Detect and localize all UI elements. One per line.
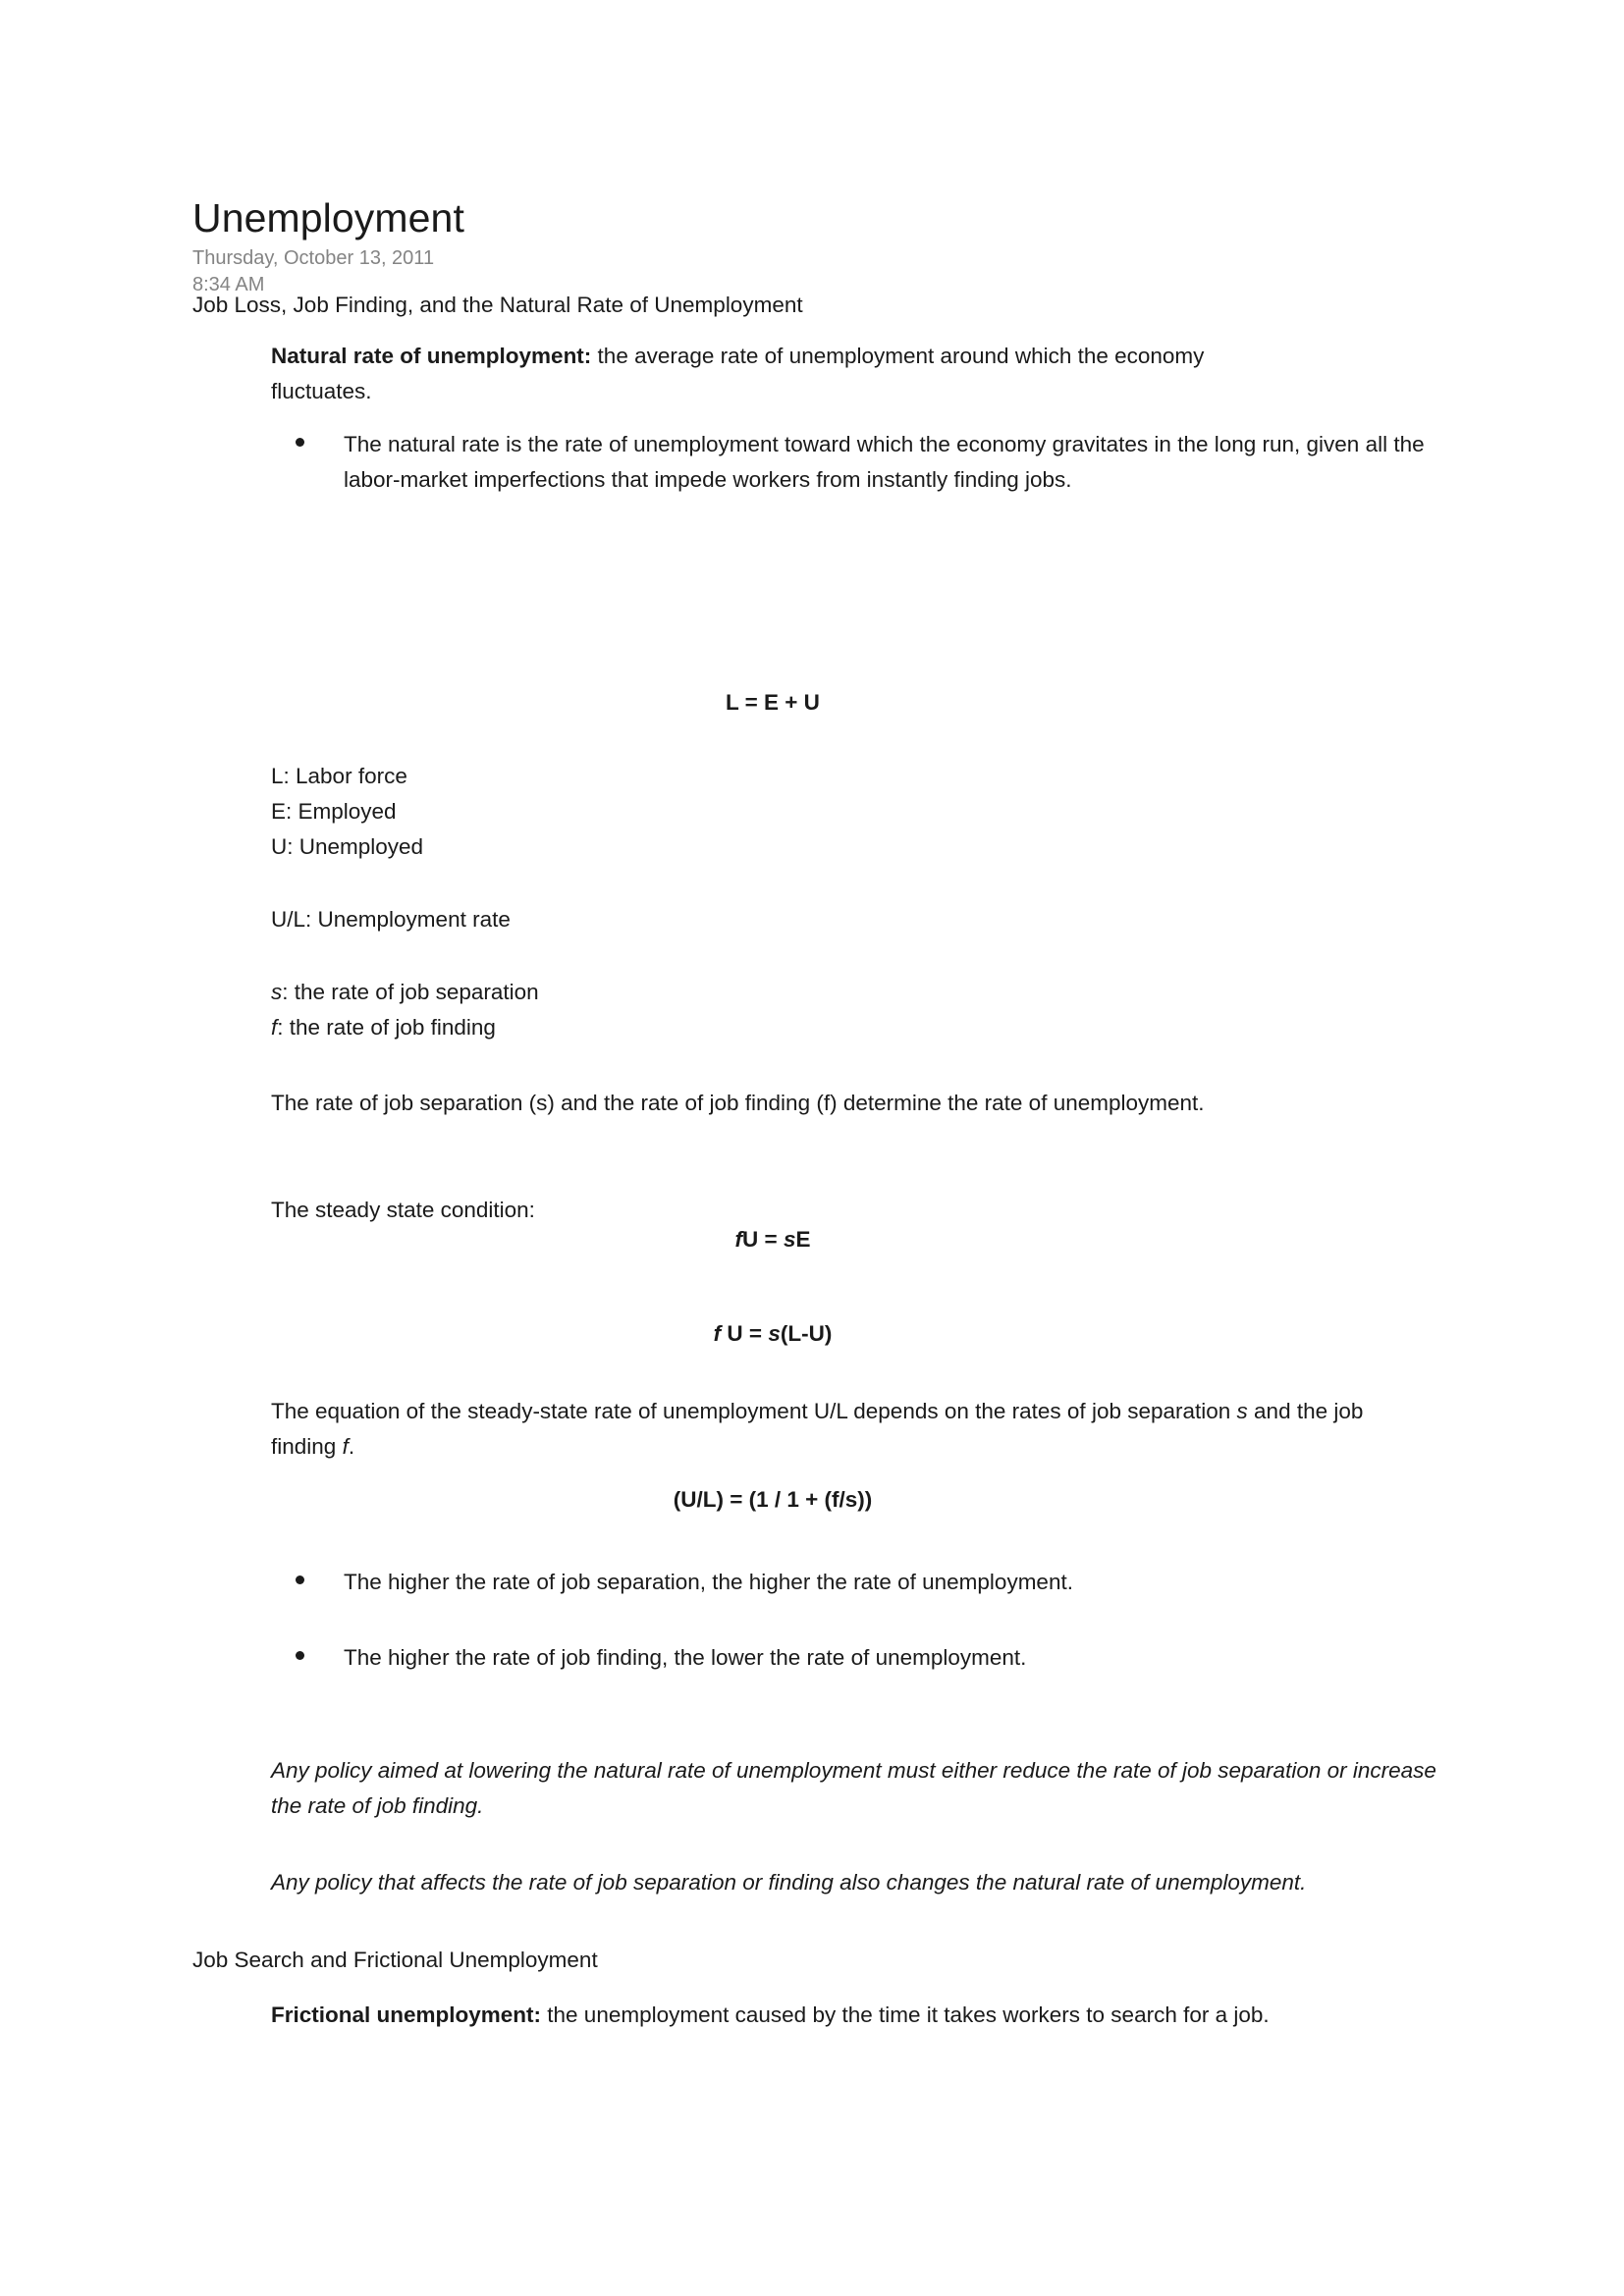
equation-unemployment-rate: (U/L) = (1 / 1 + (f/s)): [673, 1487, 873, 1512]
variable-definition-finding-text: : the rate of job finding: [277, 1015, 496, 1040]
list-item-label: The natural rate is the rate of unemployment toward which the economy gravitates in the long run, given all the labor-market imperfections that impede workers from instantly finding jobs.: [344, 432, 1425, 492]
equation-text-end: (L-U): [780, 1321, 833, 1346]
variable-definition-separation: [271, 975, 539, 1010]
paragraph-text-end: .: [348, 1434, 355, 1459]
list-item-label: The higher the rate of job finding, the lower the rate of unemployment.: [344, 1645, 1027, 1670]
note-policy-lowering: Any policy aimed at lowering the natural rate of unemployment must either reduce the rate of job separation or increase the rate of job finding.: [271, 1758, 1436, 1818]
symbol-s: s: [1236, 1399, 1248, 1423]
document-header: [192, 194, 1469, 298]
variable-definition-labor-force: L: Labor force: [271, 764, 407, 788]
list-item-label: The higher the rate of job separation, the higher the rate of unemployment.: [344, 1570, 1073, 1594]
symbol-s: s: [783, 1227, 796, 1252]
document-time: 8:34 AM: [192, 274, 265, 295]
symbol-f: f: [342, 1434, 349, 1459]
variable-definition-finding: [271, 1010, 496, 1045]
definition-natural-rate: [271, 339, 1274, 409]
bullet-dot-icon: [296, 1575, 304, 1584]
paragraph-equation-depends: [271, 1394, 1430, 1465]
paragraph-rates-determine: The rate of job separation (s) and the rate of job finding (f) determine the rate of unemployment.: [271, 1091, 1205, 1115]
equation-steady-state-1: [271, 1224, 1274, 1255]
paragraph-steady-state-label: The steady state condition:: [271, 1198, 535, 1222]
symbol-f: f: [271, 1015, 278, 1040]
variable-definition-unemployment-rate: U/L: Unemployment rate: [271, 907, 511, 932]
note-policy-affects: Any policy that affects the rate of job separation or finding also changes the natural rate of unemployment.: [271, 1870, 1307, 1895]
variable-definition-employed: E: Employed: [271, 799, 397, 824]
definition-frictional-unemployment: [271, 1998, 1430, 2033]
bullet-dot-icon: [296, 1651, 304, 1660]
equation-text-end: E: [795, 1227, 811, 1252]
equation-text: U =: [721, 1321, 769, 1346]
paragraph-text-mid: and the job finding: [271, 1399, 1364, 1459]
symbol-f: f: [734, 1227, 743, 1252]
list-item: [271, 427, 1430, 498]
symbol-s: s: [271, 980, 283, 1004]
symbol-s: s: [768, 1321, 781, 1346]
definition-body-natural-rate: the average rate of unemployment around which the economy fluctuates.: [271, 344, 1205, 403]
list-item: [271, 1565, 1430, 1600]
paragraph-text-pre: The equation of the steady-state rate of unemployment U/L depends on the rates of job separation: [271, 1399, 1237, 1423]
equation-steady-state-2: [271, 1318, 1274, 1350]
definition-body-frictional: the unemployment caused by the time it takes workers to search for a job.: [541, 2002, 1270, 2027]
variable-definition-unemployed: U: Unemployed: [271, 834, 424, 859]
equation-text: U =: [742, 1227, 784, 1252]
definition-term-natural-rate: Natural rate of unemployment:: [271, 344, 592, 368]
section-heading-job-search: Job Search and Frictional Unemployment: [192, 1948, 598, 1972]
variable-definition-separation-text: : the rate of job separation: [282, 980, 539, 1004]
document-date: Thursday, October 13, 2011: [192, 247, 435, 269]
symbol-f: f: [713, 1321, 722, 1346]
bullet-dot-icon: [296, 438, 304, 447]
list-item: [271, 1640, 1430, 1676]
page-title: Unemployment: [192, 195, 464, 240]
definition-term-frictional: Frictional unemployment:: [271, 2002, 542, 2027]
section-heading-job-loss: Job Loss, Job Finding, and the Natural Rate of Unemployment: [192, 293, 803, 317]
equation-labor-force: L = E + U: [726, 690, 820, 715]
